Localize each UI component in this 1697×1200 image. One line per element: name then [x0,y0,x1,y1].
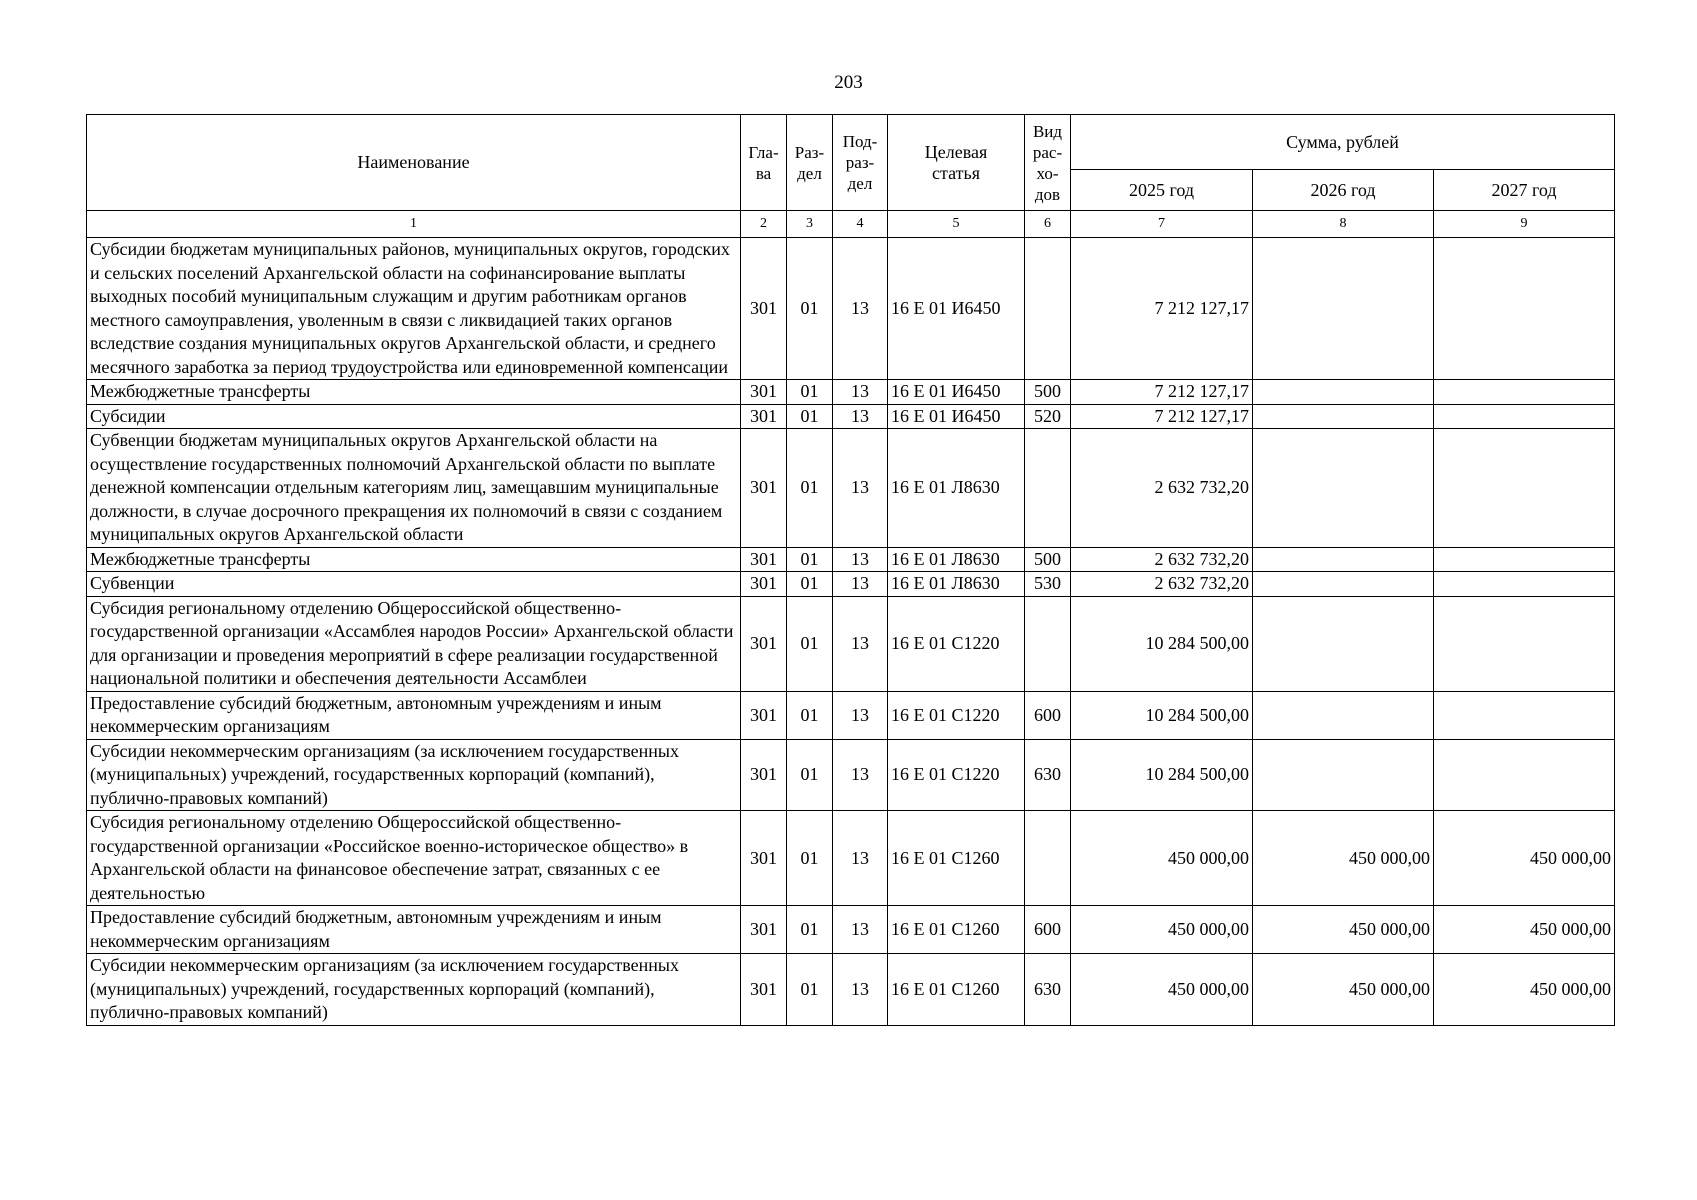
row-razdel: 01 [787,596,833,691]
header-vid [1025,115,1071,211]
row-amount-2027 [1434,596,1615,691]
header-vid-text: Вид рас- хо- дов [1032,121,1063,204]
table-row [87,739,1615,811]
row-amount-2026 [1253,238,1434,380]
row-amount-2026 [1253,404,1434,429]
table-body [87,238,1615,1026]
row-glava: 301 [741,380,787,405]
row-podrazdel: 13 [833,739,888,811]
column-number: 4 [833,211,888,238]
row-amount-2027 [1434,691,1615,739]
row-razdel: 01 [787,429,833,548]
row-amount-2026: 450 000,00 [1253,954,1434,1026]
header-target-text: Целевая статья [924,141,988,183]
row-amount-2027 [1434,429,1615,548]
row-podrazdel: 13 [833,380,888,405]
table-row [87,906,1615,954]
row-amount-2025: 7 212 127,17 [1071,238,1253,380]
table-row [87,547,1615,572]
row-target: 16 Е 01 И6450 [888,404,1025,429]
row-amount-2027 [1434,380,1615,405]
row-amount-2027: 450 000,00 [1434,954,1615,1026]
header-podrazdel-text: Под- раз- дел [842,132,878,193]
row-target: 16 Е 01 И6450 [888,380,1025,405]
row-amount-2026 [1253,429,1434,548]
row-vid: 600 [1025,906,1071,954]
row-amount-2025: 450 000,00 [1071,954,1253,1026]
column-number: 3 [787,211,833,238]
row-amount-2026 [1253,572,1434,597]
column-number: 8 [1253,211,1434,238]
row-amount-2027 [1434,547,1615,572]
row-target: 16 Е 01 Л8630 [888,547,1025,572]
table-row [87,380,1615,405]
table-row [87,404,1615,429]
row-vid: 500 [1025,547,1071,572]
row-podrazdel: 13 [833,596,888,691]
row-razdel: 01 [787,954,833,1026]
row-glava: 301 [741,429,787,548]
row-vid [1025,811,1071,906]
row-vid: 600 [1025,691,1071,739]
row-amount-2025: 10 284 500,00 [1071,596,1253,691]
row-name: Субсидии бюджетам муниципальных районов, муниципальных округов, городских и сельских поселений Архангельской области на софинансирование выплаты выходных пособий муниципальным служащим и другим работникам органов местного самоуправления, уволенным в связи с ликвидацией таких органов вследствие создания муниципальных округов Архангельской области, и среднего месячного заработка за период трудоустройства или единовременной компенсации [87,238,741,380]
row-amount-2027: 450 000,00 [1434,811,1615,906]
header-razdel-text: Раз- дел [794,142,825,183]
row-name: Предоставление субсидий бюджетным, автономным учреждениям и иным некоммерческим организациям [87,691,741,739]
table-header [87,115,1615,238]
row-amount-2026: 450 000,00 [1253,811,1434,906]
row-glava: 301 [741,691,787,739]
row-vid: 630 [1025,739,1071,811]
row-vid [1025,238,1071,380]
header-sum: Сумма, рублей [1071,115,1615,170]
row-amount-2025: 2 632 732,20 [1071,547,1253,572]
column-number: 6 [1025,211,1071,238]
row-amount-2025: 7 212 127,17 [1071,404,1253,429]
table-row [87,811,1615,906]
row-name: Предоставление субсидий бюджетным, автономным учреждениям и иным некоммерческим организациям [87,906,741,954]
row-razdel: 01 [787,547,833,572]
header-target [888,115,1025,211]
row-amount-2025: 450 000,00 [1071,811,1253,906]
row-amount-2026 [1253,596,1434,691]
row-podrazdel: 13 [833,691,888,739]
table-row [87,596,1615,691]
row-razdel: 01 [787,404,833,429]
row-target: 16 Е 01 Л8630 [888,429,1025,548]
row-glava: 301 [741,906,787,954]
row-target: 16 Е 01 С1220 [888,596,1025,691]
row-amount-2026: 450 000,00 [1253,906,1434,954]
row-target: 16 Е 01 С1220 [888,691,1025,739]
table-row [87,429,1615,548]
row-amount-2025: 2 632 732,20 [1071,572,1253,597]
row-name: Межбюджетные трансферты [87,547,741,572]
row-name: Межбюджетные трансферты [87,380,741,405]
row-name: Субсидии [87,404,741,429]
row-amount-2026 [1253,380,1434,405]
header-podrazdel [833,115,888,211]
row-name: Субвенции [87,572,741,597]
row-podrazdel: 13 [833,238,888,380]
row-amount-2027 [1434,238,1615,380]
row-amount-2026 [1253,691,1434,739]
row-target: 16 Е 01 С1260 [888,906,1025,954]
column-number: 9 [1434,211,1615,238]
row-amount-2027 [1434,739,1615,811]
page-number: 203 [834,72,863,93]
row-podrazdel: 13 [833,404,888,429]
header-2026: 2026 год [1253,170,1434,211]
row-vid: 500 [1025,380,1071,405]
row-amount-2026 [1253,547,1434,572]
column-number-row [87,211,1615,238]
row-vid: 520 [1025,404,1071,429]
row-vid [1025,429,1071,548]
row-podrazdel: 13 [833,429,888,548]
row-razdel: 01 [787,380,833,405]
row-razdel: 01 [787,691,833,739]
table-row [87,572,1615,597]
row-target: 16 Е 01 И6450 [888,238,1025,380]
row-razdel: 01 [787,811,833,906]
row-name: Субвенции бюджетам муниципальных округов Архангельской области на осуществление государственных полномочий Архангельской области по выплате денежной компенсации отдельным категориям лиц, замещавшим муниципальные должности, в случае досрочного прекращения их полномочий в связи с созданием муниципальных округов Архангельской области [87,429,741,548]
row-podrazdel: 13 [833,547,888,572]
table-row [87,691,1615,739]
row-razdel: 01 [787,238,833,380]
header-2025: 2025 год [1071,170,1253,211]
column-number: 7 [1071,211,1253,238]
row-amount-2025: 2 632 732,20 [1071,429,1253,548]
row-podrazdel: 13 [833,811,888,906]
row-target: 16 Е 01 С1260 [888,811,1025,906]
row-glava: 301 [741,238,787,380]
row-name: Субсидия региональному отделению Общероссийской общественно-государственной организации «Ассамблея народов России» Архангельской области для организации и проведения мероприятий в сфере реализации государственной национальной политики и обеспечения деятельности Ассамблеи [87,596,741,691]
row-amount-2025: 7 212 127,17 [1071,380,1253,405]
row-glava: 301 [741,811,787,906]
row-target: 16 Е 01 С1260 [888,954,1025,1026]
row-amount-2025: 10 284 500,00 [1071,739,1253,811]
column-number: 1 [87,211,741,238]
row-target: 16 Е 01 С1220 [888,739,1025,811]
budget-table [86,114,1615,1026]
table-row [87,954,1615,1026]
column-number: 2 [741,211,787,238]
row-vid: 530 [1025,572,1071,597]
row-name: Субсидия региональному отделению Общероссийской общественно-государственной организации «Российское военно-историческое общество» в Архангельской области на финансовое обеспечение затрат, связанных с ее деятельностью [87,811,741,906]
row-amount-2027: 450 000,00 [1434,906,1615,954]
row-target: 16 Е 01 Л8630 [888,572,1025,597]
row-amount-2025: 450 000,00 [1071,906,1253,954]
row-razdel: 01 [787,572,833,597]
row-name: Субсидии некоммерческим организациям (за исключением государственных (муниципальных) учреждений, государственных корпораций (компаний), публично-правовых компаний) [87,739,741,811]
row-glava: 301 [741,547,787,572]
row-podrazdel: 13 [833,572,888,597]
row-amount-2027 [1434,404,1615,429]
header-name: Наименование [87,115,741,211]
row-name: Субсидии некоммерческим организациям (за исключением государственных (муниципальных) учреждений, государственных корпораций (компаний), публично-правовых компаний) [87,954,741,1026]
row-amount-2026 [1253,739,1434,811]
column-number: 5 [888,211,1025,238]
row-vid [1025,596,1071,691]
row-podrazdel: 13 [833,906,888,954]
table-row [87,238,1615,380]
row-glava: 301 [741,739,787,811]
row-glava: 301 [741,572,787,597]
row-podrazdel: 13 [833,954,888,1026]
header-2027: 2027 год [1434,170,1615,211]
row-glava: 301 [741,404,787,429]
row-glava: 301 [741,954,787,1026]
row-razdel: 01 [787,906,833,954]
header-glava [741,115,787,211]
row-amount-2027 [1434,572,1615,597]
header-glava-text: Гла- ва [748,142,779,183]
row-razdel: 01 [787,739,833,811]
header-razdel [787,115,833,211]
row-glava: 301 [741,596,787,691]
row-amount-2025: 10 284 500,00 [1071,691,1253,739]
row-vid: 630 [1025,954,1071,1026]
